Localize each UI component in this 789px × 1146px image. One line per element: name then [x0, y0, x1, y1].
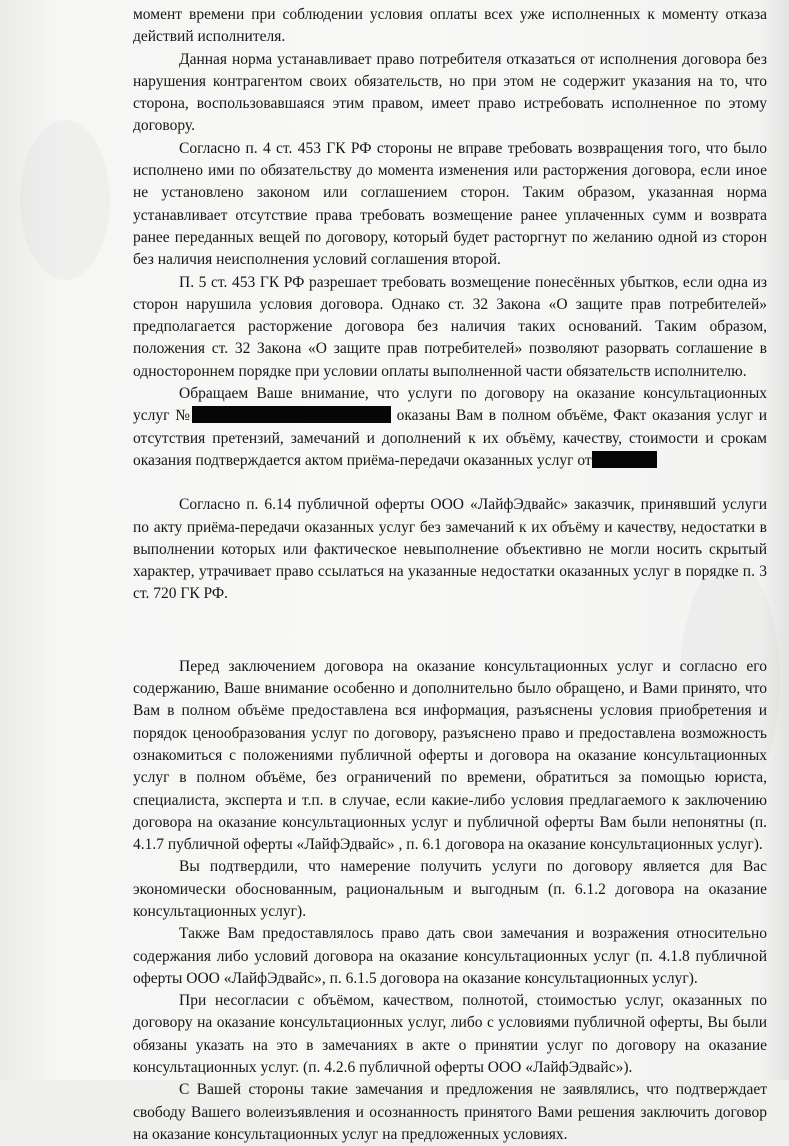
paragraph: момент времени при соблюдении условия оплаты всех уже исполненных к моменту отказа действий исполнителя. — [133, 6, 767, 46]
redaction-bar — [592, 451, 657, 468]
paragraph: Также Вам предоставлялось право дать свои замечания и возражения относительно содержания либо условий договора на оказание консультационных услуг (п. 4.1.8 публичной оферты ООО «ЛайфЭдвайс», п. 6.1.5 договора на оказание консультационных услуг). — [133, 925, 767, 987]
paragraph: С Вашей стороны такие замечания и предложения не заявлялись, что подтверждает свободу Вашего волеизъявления и осознанность принятого Вами решения заключить договор на оказание консультационных услуг на предложенных условиях. — [133, 1081, 767, 1143]
paragraph: Перед заключением договора на оказание консультационных услуг и согласно его содержанию, Ваше внимание особенно и дополнительно было обращено, и Вами принято, что Вам в полном объёме предоставлена вся информация, разъяснены условия приобретения и порядок ценообразования услуг по договору, разъяснено право и предоставлена возможность ознакомиться с положениями публичной оферты и договора на оказание консультационных услуг в полном объёме, без ограничений по времени, обратиться за помощью юриста, специалиста, эксперта и т.п. в случае, если какие-либо условия предлагаемого к заключению договора на оказание консультационных услуг и публичной оферты Вам были непонятны (п. 4.1.7 публичной оферты «ЛайфЭдвайс» , п. 6.1 договора на оказание консультационных услуг). — [133, 657, 767, 854]
paragraph: Данная норма устанавливает право потребителя отказаться от исполнения договора без нарушения контрагентом своих обязательств, но при этом не содержит указания на то, что сторона, воспользовавшаяся этим правом, имеет право истребовать исполненное по этому договору. — [133, 50, 767, 135]
paragraph: Вы подтвердили, что намерение получить услуги по договору является для Вас экономически обоснованным, рациональным и выгодным (п. 6.1.2 договора на оказание консультационных услуг). — [133, 858, 767, 920]
scan-shadow — [20, 120, 110, 280]
redaction-bar — [192, 406, 391, 423]
section-gap — [133, 606, 767, 656]
services-text-part1: Обращаем Ваше внимание, что услуги по договору на оказание консультационных услуг № — [133, 385, 767, 425]
paragraph: Согласно п. 4 ст. 453 ГК РФ стороны не вправе требовать возвращения того, что было исполнено ими по обязательству до момента изменения или расторжения договора, если иное не установлено законом или соглашением сторон. Таким образом, указанная норма устанавливает отсутствие права требовать возмещение ранее уплаченных сумм и возврата ранее переданных вещей по договору, который будет расторгнут по желанию одной из сторон без наличия неисполнения условий соглашения второй. — [133, 139, 767, 269]
paragraph: П. 5 ст. 453 ГК РФ разрешает требовать возмещение понесённых убытков, если одна из сторон нарушила условия договора. Однако ст. 32 Закона «О защите прав потребителей» предполагается расторжение договора без наличия таких оснований. Таким образом, положения ст. 32 Закона «О защите прав потребителей» позволяют разорвать соглашение в одностороннем порядке при условии оплаты выполненной части обязательств исполнителю. — [133, 273, 767, 380]
services-text-part2: оказаны Вам в полном объёме, Факт оказания услуг и отсутствия претензий, замечаний и дополнений к их объёму, качеству, стоимости и срокам оказания подтверждается актом приёма-передачи оказанных услуг от — [133, 407, 768, 469]
services-paragraph — [133, 383, 767, 472]
paragraph: При несогласии с объёмом, качеством, полнотой, стоимостью услуг, оказанных по договору на оказание консультационных услуг, либо с условиями публичной оферты, Вы были обязаны указать на это в замечаниях в акте о принятии услуг по договору на оказание консультационных услуг. (п. 4.2.6 публичной оферты ООО «ЛайфЭдвайс»). — [133, 992, 767, 1077]
paragraph: Согласно п. 6.14 публичной оферты ООО «ЛайфЭдвайс» заказчик, принявший услуги по акту приёма-передачи оказанных услуг без замечаний к их объёму и качеству, недостатки в выполнении которых или фактическое невыполнение объективно не могли носить скрытый характер, утрачивает право ссылаться на указанные недостатки оказанных услуг в порядке п. 3 ст. 720 ГК РФ. — [133, 496, 767, 603]
document-body — [133, 4, 767, 1146]
